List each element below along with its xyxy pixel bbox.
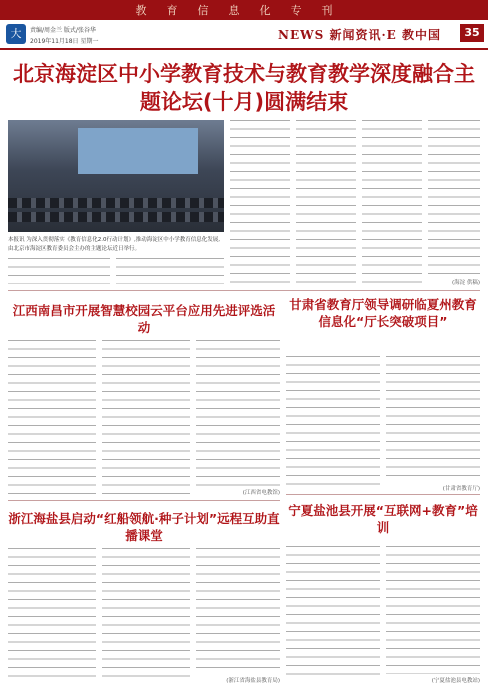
section-divider [8, 290, 480, 291]
article-body-column [386, 356, 480, 482]
article-body-column [386, 546, 480, 674]
article4-credit: (浙江省海盐县教育局) [226, 678, 280, 684]
article-body-column [362, 120, 422, 284]
article-body-column [8, 258, 110, 284]
main-credit: (海淀 供稿) [451, 280, 480, 286]
audience-row [8, 212, 224, 222]
article2-headline: 江西南昌市开展智慧校园云平台应用先进评选活动 [12, 303, 276, 335]
article-body-column [428, 120, 480, 276]
article2-credit: (江西省电教馆) [242, 490, 280, 496]
article-body-column [286, 356, 380, 490]
article-body-column [286, 546, 380, 682]
editor-info: 责编/周金兰 版式/张谷华 [30, 27, 96, 34]
article-body-column [230, 120, 290, 284]
top-banner [0, 0, 488, 20]
article-body-column [296, 120, 356, 284]
article-body-column [196, 548, 280, 674]
audience-row [8, 198, 224, 208]
article5-credit: (宁夏盐池县电教站) [431, 678, 480, 684]
stage-screen [78, 128, 198, 174]
article-body-column [102, 340, 190, 494]
article-body-column [116, 258, 224, 284]
forum-photo [8, 120, 224, 232]
article-body-column [102, 548, 190, 682]
section-divider [286, 494, 480, 495]
section-en: NEWS [278, 28, 325, 42]
issue-date: 2019年11月18日 星期一 [30, 38, 99, 45]
section-cn: 新闻资讯·E 教中国 [329, 28, 441, 42]
article4-headline: 浙江海盐县启动“红船领航·种子计划”远程互助直播课堂 [8, 511, 280, 543]
article3-credit: (甘肃省教育厅) [442, 486, 480, 492]
main-headline: 北京海淀区中小学教育技术与教育教学深度融合主题论坛(十月)圆满结束 [13, 62, 475, 114]
article3-headline: 甘肃省教育厅领导调研临夏州教育信息化“厅长突破项目” [289, 297, 477, 329]
article-body-column [8, 548, 96, 682]
paper-logo: 大 [6, 24, 26, 44]
section-divider [8, 500, 280, 501]
page-number: 35 [460, 24, 484, 42]
photo-caption: 本报讯 为深入贯彻落实《教育信息化2.0行动计划》,推动海淀区中小学教育信息化发展,由北京市海淀区教育委员会主办的主题论坛近日举行。 [8, 237, 220, 252]
article5-headline: 宁夏盐池县开展“互联网+教育”培训 [288, 503, 478, 535]
article-body-column [8, 340, 96, 494]
article-body-column [196, 340, 280, 486]
section-name [278, 26, 441, 43]
banner-title: 教育信息化专刊 [135, 4, 353, 17]
